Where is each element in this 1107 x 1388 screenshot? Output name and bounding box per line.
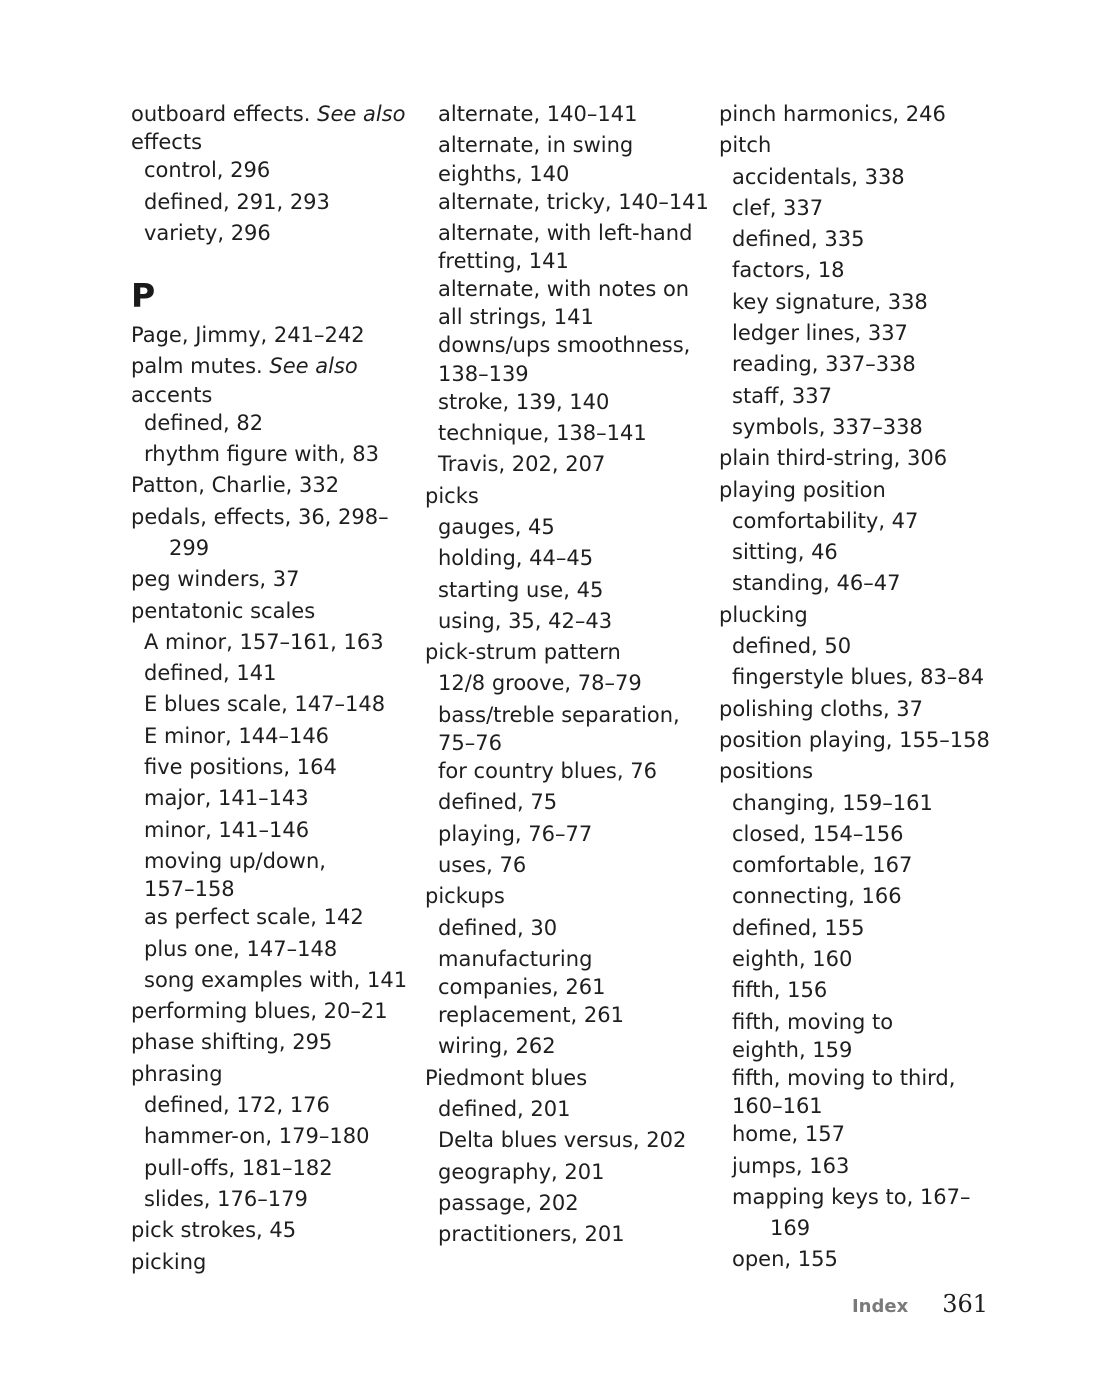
index-subentry: [425, 1125, 710, 1156]
entry-text: defined, 141: [144, 661, 277, 686]
index-subentry: [131, 846, 416, 902]
entry-text: plain third-string, 306: [719, 446, 948, 471]
index-entry: [131, 996, 416, 1027]
index-subentry: [131, 902, 416, 933]
entry-text: alternate, 140–141: [438, 102, 638, 126]
entry-text: jumps, 163: [732, 1153, 850, 1178]
entry-text: key signature, 338: [732, 289, 928, 314]
index-subentry: [425, 787, 710, 818]
index-subentry: [425, 668, 710, 699]
entry-text: 12/8 groove, 78–79: [438, 671, 642, 696]
index-subentry: [425, 819, 710, 850]
index-entry: [131, 1247, 416, 1278]
index-subentry: [131, 815, 416, 846]
index-entry: [719, 443, 1004, 474]
entry-text: picks: [425, 483, 479, 508]
index-entry: [425, 881, 710, 912]
index-subentry: [719, 162, 1004, 193]
index-entry: [719, 694, 1004, 725]
entry-text: variety, 296: [144, 220, 271, 245]
index-entry: [131, 99, 416, 155]
index-entry: [131, 502, 416, 565]
index-subentry: [425, 387, 710, 418]
entry-text: holding, 44–45: [438, 546, 594, 571]
entry-text: picking: [131, 1249, 207, 1274]
entry-continuation: all strings, 141: [438, 305, 594, 330]
index-subentry: [719, 944, 1004, 975]
entry-text: manufacturing: [438, 946, 593, 971]
index-subentry: [425, 130, 710, 186]
index-subentry: [719, 381, 1004, 412]
index-subentry: [425, 330, 710, 386]
index-subentry: [425, 1094, 710, 1125]
entry-text: connecting, 166: [732, 884, 902, 909]
entry-text: defined, 335: [732, 227, 865, 252]
entry-text: bass/treble separation,: [438, 702, 680, 727]
see-also-reference: See also: [317, 102, 406, 126]
entry-text: gauges, 45: [438, 514, 555, 539]
entry-text: slides, 176–179: [144, 1186, 308, 1211]
entry-text: polishing cloths, 37: [719, 696, 924, 721]
index-subentry: [425, 512, 710, 543]
entry-text: comfortable, 167: [732, 853, 913, 878]
entry-text: Delta blues versus, 202: [438, 1128, 687, 1153]
index-subentry: [719, 1063, 1004, 1119]
index-subentry: [719, 1119, 1004, 1150]
entry-text: replacement, 261: [438, 1003, 624, 1028]
entry-text: defined, 75: [438, 790, 558, 815]
entry-text: plucking: [719, 602, 808, 627]
index-entry: [131, 1215, 416, 1246]
index-column-3: [719, 99, 1004, 1276]
entry-text: Patton, Charlie, 332: [131, 473, 340, 498]
index-entry: [131, 1059, 416, 1090]
entry-continuation: 157–158: [144, 877, 235, 902]
page-footer: [852, 1290, 988, 1318]
entry-text: wiring, 262: [438, 1034, 556, 1059]
entry-text: alternate, with notes on: [438, 277, 690, 302]
index-subentry: [425, 187, 710, 218]
section-letter-heading: P: [131, 276, 156, 316]
index-subentry: [131, 934, 416, 965]
entry-text: pinch harmonics, 246: [719, 102, 946, 126]
index-entry: [131, 596, 416, 627]
index-entry: [131, 470, 416, 501]
entry-text: staff, 337: [732, 383, 832, 408]
index-subentry: [425, 913, 710, 944]
index-subentry: [131, 627, 416, 658]
entry-text: sitting, 46: [732, 540, 838, 565]
index-subentry: [719, 506, 1004, 537]
entry-text: pull-offs, 181–182: [144, 1155, 333, 1180]
entry-text: A minor, 157–161, 163: [144, 629, 384, 654]
entry-text: technique, 138–141: [438, 421, 647, 446]
index-entry: [719, 475, 1004, 506]
entry-text: song examples with, 141: [144, 967, 408, 992]
index-subentry: [425, 218, 710, 274]
entry-text: E minor, 144–146: [144, 723, 330, 748]
index-column-2: [425, 99, 710, 1251]
entry-text: defined, 50: [732, 634, 852, 659]
index-subentry: [719, 255, 1004, 286]
index-subentry: [719, 788, 1004, 819]
index-subentry: [425, 1219, 710, 1250]
entry-text: playing, 76–77: [438, 821, 593, 846]
index-subentry: [719, 412, 1004, 443]
index-subentry: [425, 274, 710, 330]
entry-text: fifth, 156: [732, 978, 828, 1003]
entry-text: major, 141–143: [144, 786, 309, 811]
index-entry: [719, 725, 1004, 756]
entry-text: factors, 18: [732, 258, 845, 283]
index-subentry: [131, 187, 416, 218]
index-subentry: [425, 1000, 710, 1031]
entry-text: pick strokes, 45: [131, 1218, 297, 1243]
entry-text: reading, 337–338: [732, 352, 916, 377]
entry-text: fifth, moving to: [732, 1009, 894, 1034]
index-subentry: [719, 287, 1004, 318]
entry-continuation: 138–139: [438, 361, 529, 386]
entry-text: palm mutes.: [131, 354, 263, 379]
index-subentry: [131, 752, 416, 783]
index-subentry: [719, 881, 1004, 912]
entry-text: fifth, moving to third,: [732, 1065, 956, 1090]
entry-text: clef, 337: [732, 195, 824, 220]
index-subentry: [719, 913, 1004, 944]
index-subentry: [131, 1121, 416, 1152]
index-subentry: [719, 193, 1004, 224]
index-subentry: [131, 689, 416, 720]
index-subentry: [425, 606, 710, 637]
entry-continuation: 75–76: [438, 731, 502, 756]
entry-text: alternate, with left-hand: [438, 220, 693, 245]
index-subentry: [719, 631, 1004, 662]
entry-text: defined, 172, 176: [144, 1093, 330, 1118]
entry-text: playing position: [719, 477, 886, 502]
index-subentry: [719, 349, 1004, 380]
entry-text: eighth, 160: [732, 947, 853, 972]
entry-text: defined, 201: [438, 1097, 571, 1122]
entry-text: E blues scale, 147–148: [144, 692, 386, 717]
index-subentry: [425, 99, 710, 130]
entry-text: plus one, 147–148: [144, 936, 338, 961]
index-subentry: [719, 819, 1004, 850]
index-entry: [719, 600, 1004, 631]
index-subentry: [131, 1184, 416, 1215]
entry-text: peg winders, 37: [131, 567, 300, 592]
entry-text: stroke, 139, 140: [438, 389, 610, 414]
index-entry: [425, 481, 710, 512]
entry-text: Page, Jimmy, 241–242: [131, 323, 365, 348]
index-subentry: [719, 1151, 1004, 1182]
entry-text: practitioners, 201: [438, 1222, 625, 1247]
entry-text: alternate, in swing: [438, 133, 634, 158]
index-subentry: [425, 418, 710, 449]
entry-text: accidentals, 338: [732, 164, 905, 189]
entry-text: mapping keys to, 167–169: [732, 1184, 971, 1241]
entry-text: five positions, 164: [144, 755, 337, 780]
index-entry: [131, 351, 416, 407]
index-entry: [425, 637, 710, 668]
entry-text: closed, 154–156: [732, 821, 904, 846]
index-column-1: [131, 99, 416, 1278]
index-subentry: [131, 408, 416, 439]
entry-text: defined, 82: [144, 410, 264, 435]
entry-text: pentatonic scales: [131, 598, 316, 623]
index-subentry: [131, 1090, 416, 1121]
entry-text: as perfect scale, 142: [144, 905, 364, 930]
index-subentry: [425, 944, 710, 1000]
entry-text: outboard effects.: [131, 102, 311, 126]
index-entry: [131, 564, 416, 595]
index-subentry: [425, 1188, 710, 1219]
index-subentry: [719, 1007, 1004, 1063]
entry-text: downs/ups smoothness,: [438, 333, 691, 358]
entry-text: moving up/down,: [144, 848, 326, 873]
index-subentry: [131, 658, 416, 689]
entry-text: hammer-on, 179–180: [144, 1124, 370, 1149]
index-subentry: [719, 224, 1004, 255]
index-subentry: [719, 1182, 1004, 1245]
index-subentry: [719, 1244, 1004, 1275]
index-subentry: [425, 700, 710, 756]
entry-text: phase shifting, 295: [131, 1030, 333, 1055]
index-subentry: [425, 756, 710, 787]
see-also-target: accents: [131, 382, 213, 407]
see-also-reference: See also: [269, 354, 358, 379]
entry-continuation: eighths, 140: [438, 161, 570, 186]
entry-text: pedals, effects, 36, 298–299: [131, 504, 389, 560]
entry-text: pickups: [425, 884, 505, 909]
entry-text: minor, 141–146: [144, 817, 310, 842]
index-subentry: [425, 543, 710, 574]
running-footer-label: Index: [851, 1296, 909, 1317]
entry-text: home, 157: [732, 1122, 845, 1147]
index-subentry: [425, 449, 710, 480]
entry-text: pitch: [719, 133, 772, 158]
entry-text: alternate, tricky, 140–141: [438, 189, 709, 214]
index-subentry: [719, 568, 1004, 599]
entry-continuation: 160–161: [732, 1094, 823, 1119]
entry-text: defined, 291, 293: [144, 189, 330, 214]
entry-text: open, 155: [732, 1247, 838, 1272]
entry-continuation: eighth, 159: [732, 1037, 853, 1062]
index-entry: [425, 1063, 710, 1094]
index-subentry: [131, 218, 416, 249]
entry-text: comfortability, 47: [732, 508, 919, 533]
index-subentry: [425, 1031, 710, 1062]
index-entry: [131, 1027, 416, 1058]
entry-text: positions: [719, 759, 814, 784]
index-entry: [719, 756, 1004, 787]
index-subentry: [131, 965, 416, 996]
entry-text: Travis, 202, 207: [438, 452, 606, 477]
entry-text: ledger lines, 337: [732, 321, 908, 346]
index-subentry: [131, 439, 416, 470]
entry-text: using, 35, 42–43: [438, 608, 613, 633]
entry-text: geography, 201: [438, 1159, 605, 1184]
index-entry: [719, 99, 1004, 130]
entry-text: starting use, 45: [438, 577, 604, 602]
index-subentry: [425, 850, 710, 881]
entry-continuation: companies, 261: [438, 975, 606, 1000]
index-subentry: [425, 575, 710, 606]
index-subentry: [719, 975, 1004, 1006]
entry-text: control, 296: [144, 158, 271, 183]
index-subentry: [131, 155, 416, 186]
index-subentry: [719, 850, 1004, 881]
entry-text: position playing, 155–158: [719, 727, 990, 752]
entry-text: passage, 202: [438, 1190, 579, 1215]
entry-text: symbols, 337–338: [732, 414, 923, 439]
page-number: 361: [942, 1290, 988, 1318]
index-subentry: [131, 1153, 416, 1184]
entry-text: rhythm figure with, 83: [144, 442, 379, 467]
entry-continuation: fretting, 141: [438, 249, 569, 274]
entry-text: standing, 46–47: [732, 571, 901, 596]
entry-text: performing blues, 20–21: [131, 999, 388, 1024]
entry-text: defined, 30: [438, 915, 558, 940]
entry-text: Piedmont blues: [425, 1065, 588, 1090]
index-subentry: [131, 721, 416, 752]
entry-text: for country blues, 76: [438, 759, 657, 784]
entry-text: fingerstyle blues, 83–84: [732, 665, 985, 690]
index-subentry: [719, 537, 1004, 568]
entry-text: changing, 159–161: [732, 790, 933, 815]
index-subentry: [719, 318, 1004, 349]
entry-text: uses, 76: [438, 852, 527, 877]
index-subentry: [131, 783, 416, 814]
index-subentry: [425, 1157, 710, 1188]
entry-text: pick-strum pattern: [425, 640, 621, 665]
index-entry: [131, 320, 416, 351]
entry-text: defined, 155: [732, 915, 865, 940]
index-subentry: [719, 662, 1004, 693]
index-entry: [719, 130, 1004, 161]
see-also-target: effects: [131, 130, 203, 155]
entry-text: phrasing: [131, 1061, 223, 1086]
